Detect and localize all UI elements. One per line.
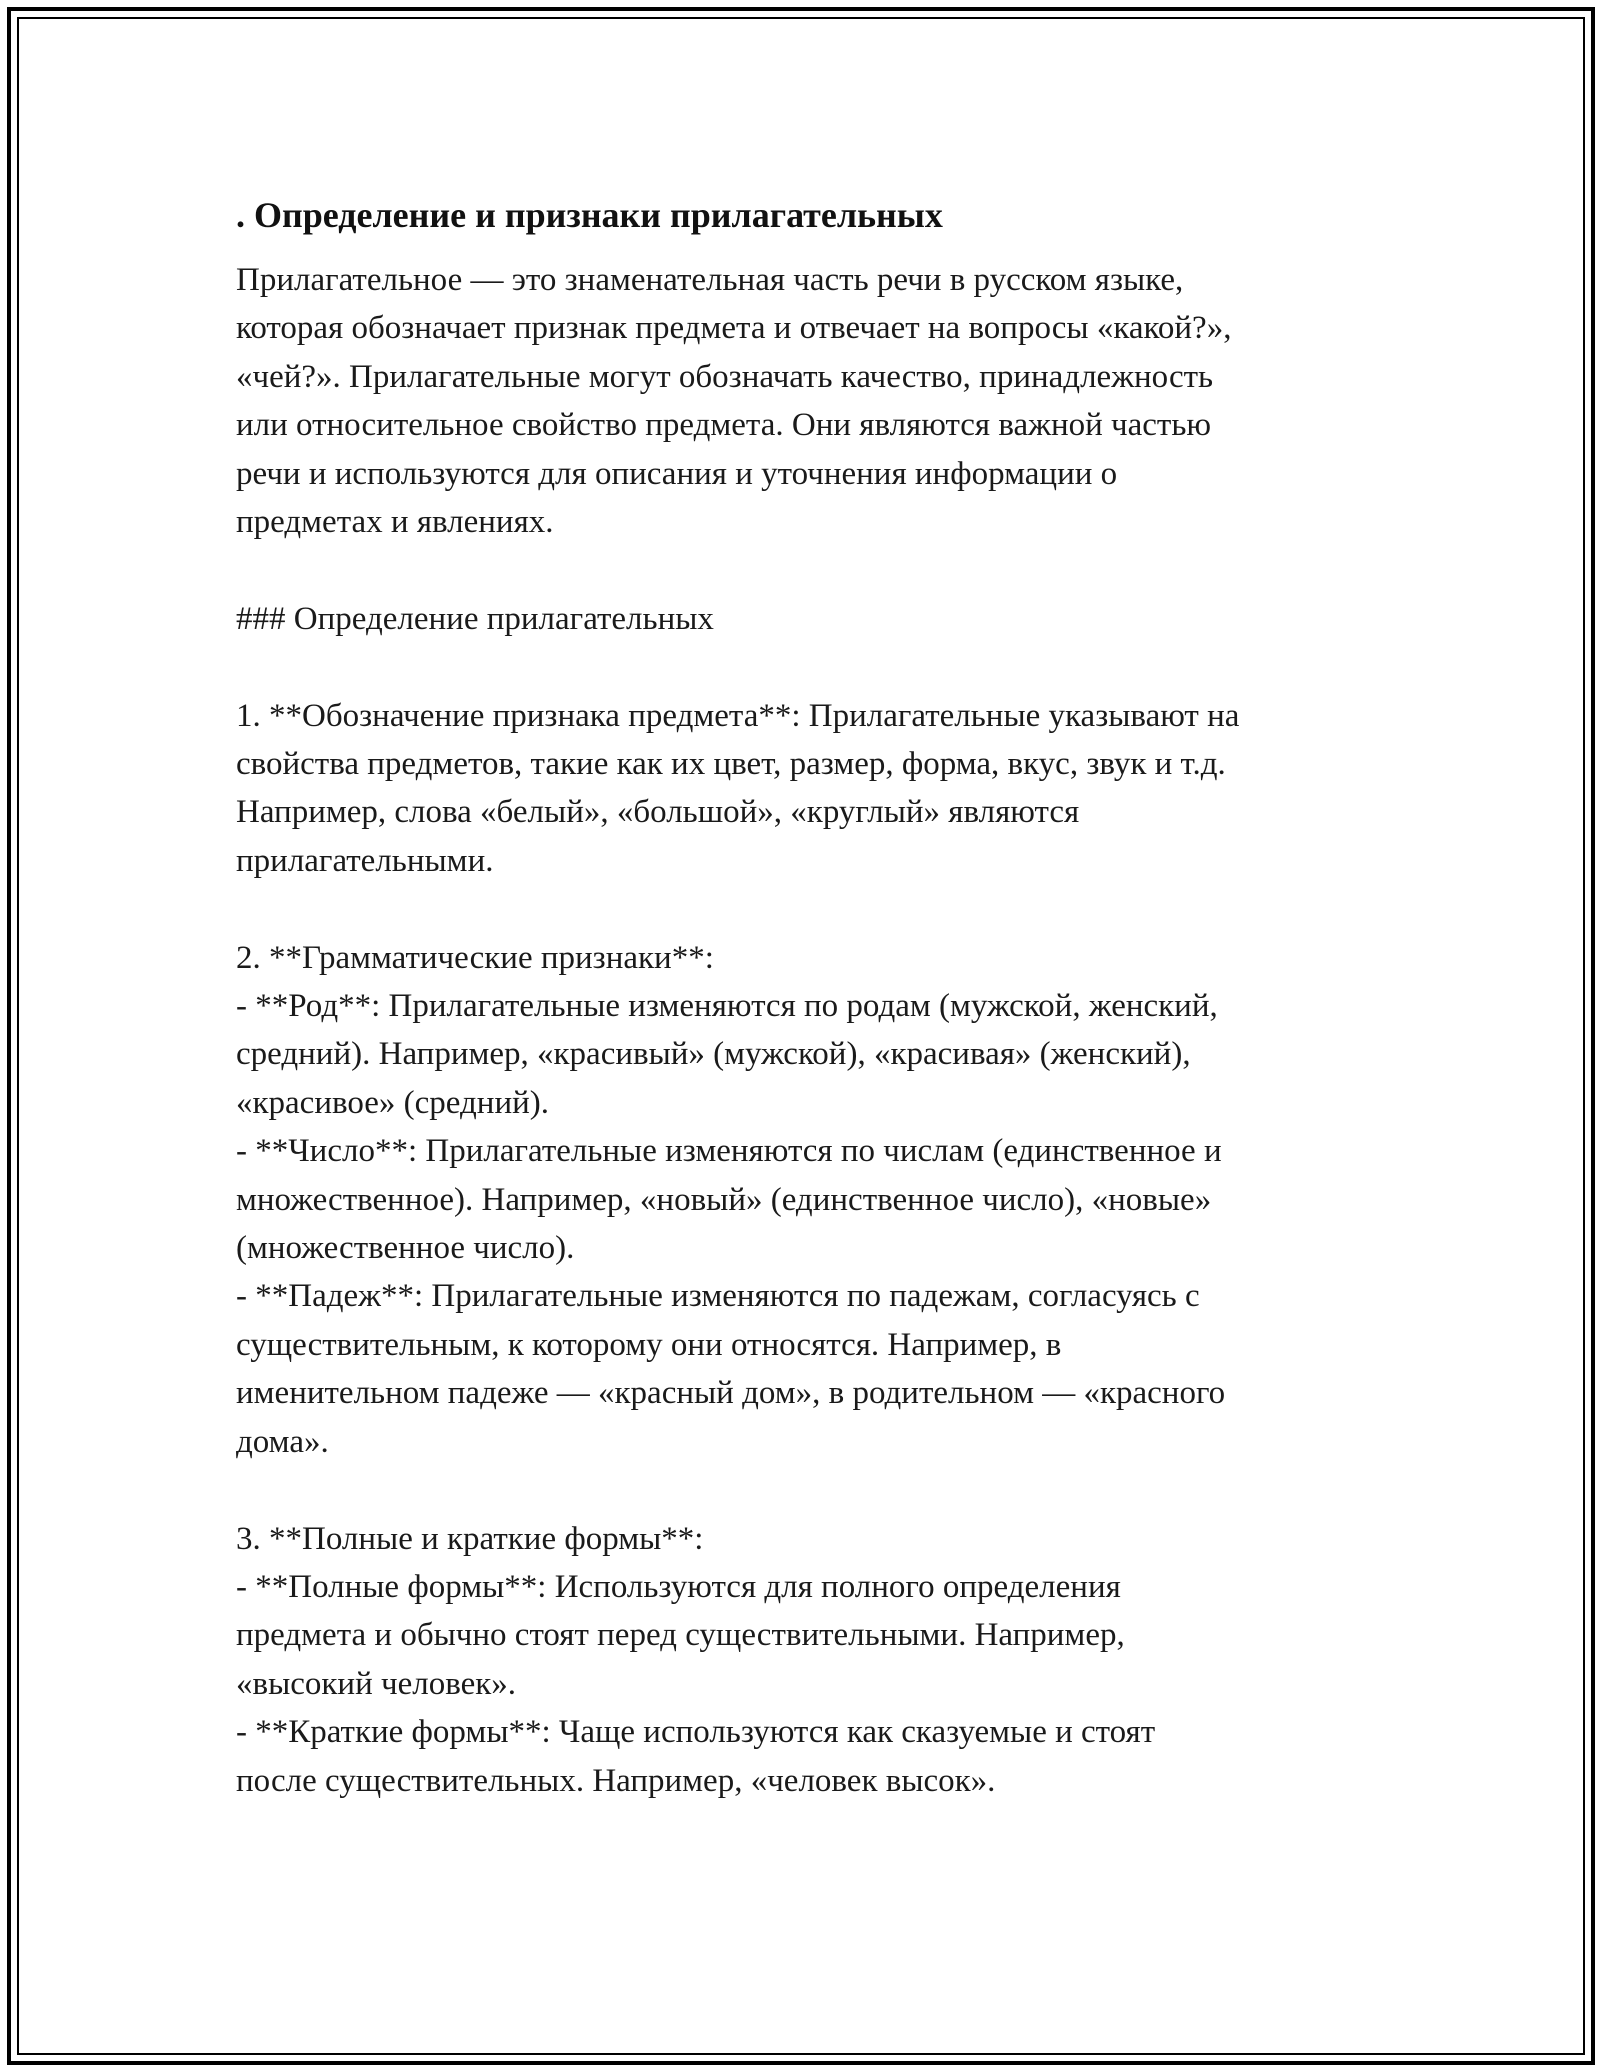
sub-item-number: - **Число**: Прилагательные изменяются по числам (единственное и множественное). Например, «новый» (единственное число), «новые» (множественное число). [236,1133,1222,1267]
document-title: . Определение и признаки прилагательных [236,195,943,235]
document-body [236,185,1386,1805]
blank-line [236,1466,1386,1514]
sub-item-case: - **Падеж**: Прилагательные изменяются по падежам, согласуясь с существительным, к которому они относятся. Например, в именительном падеже — «красный дом», в родительном — «красного дома». [236,1278,1226,1460]
intro-paragraph: Прилагательное — это знаменательная часть речи в русском языке, которая обозначает признак предмета и отвечает на вопросы «какой?», «чей?». Прилагательные могут обозначать качество, принадлежность или относительное свойство предмета. Они являются важной частью речи и используются для описания и уточнения информации о предметах и явлениях. [236,262,1232,541]
blank-line [236,546,1386,594]
sub-item-full-forms: - **Полные формы**: Используются для полного определения предмета и обычно стоят перед существительными. Например, «высокий человек». [236,1568,1125,1702]
list-item-3-heading: 3. **Полные и краткие формы**: [236,1520,704,1557]
sub-item-short-forms: - **Краткие формы**: Чаще используются как сказуемые и стоят после существительных. Например, «человек высок». [236,1714,1156,1799]
blank-line [236,643,1386,691]
blank-line [236,885,1386,933]
sub-item-gender: - **Род**: Прилагательные изменяются по родам (мужской, женский, средний). Например, «красивый» (мужской), «красивая» (женский), «красивое» (средний). [236,988,1218,1121]
section-heading: ### Определение прилагательных [236,600,714,637]
list-item-2-heading: 2. **Грамматические признаки**: [236,939,714,976]
list-item-1: 1. **Обозначение признака предмета**: Прилагательные указывают на свойства предметов, такие как их цвет, размер, форма, вкус, звук и т.д. Например, слова «белый», «большой», «круглый» являются прилагательными. [236,697,1240,879]
